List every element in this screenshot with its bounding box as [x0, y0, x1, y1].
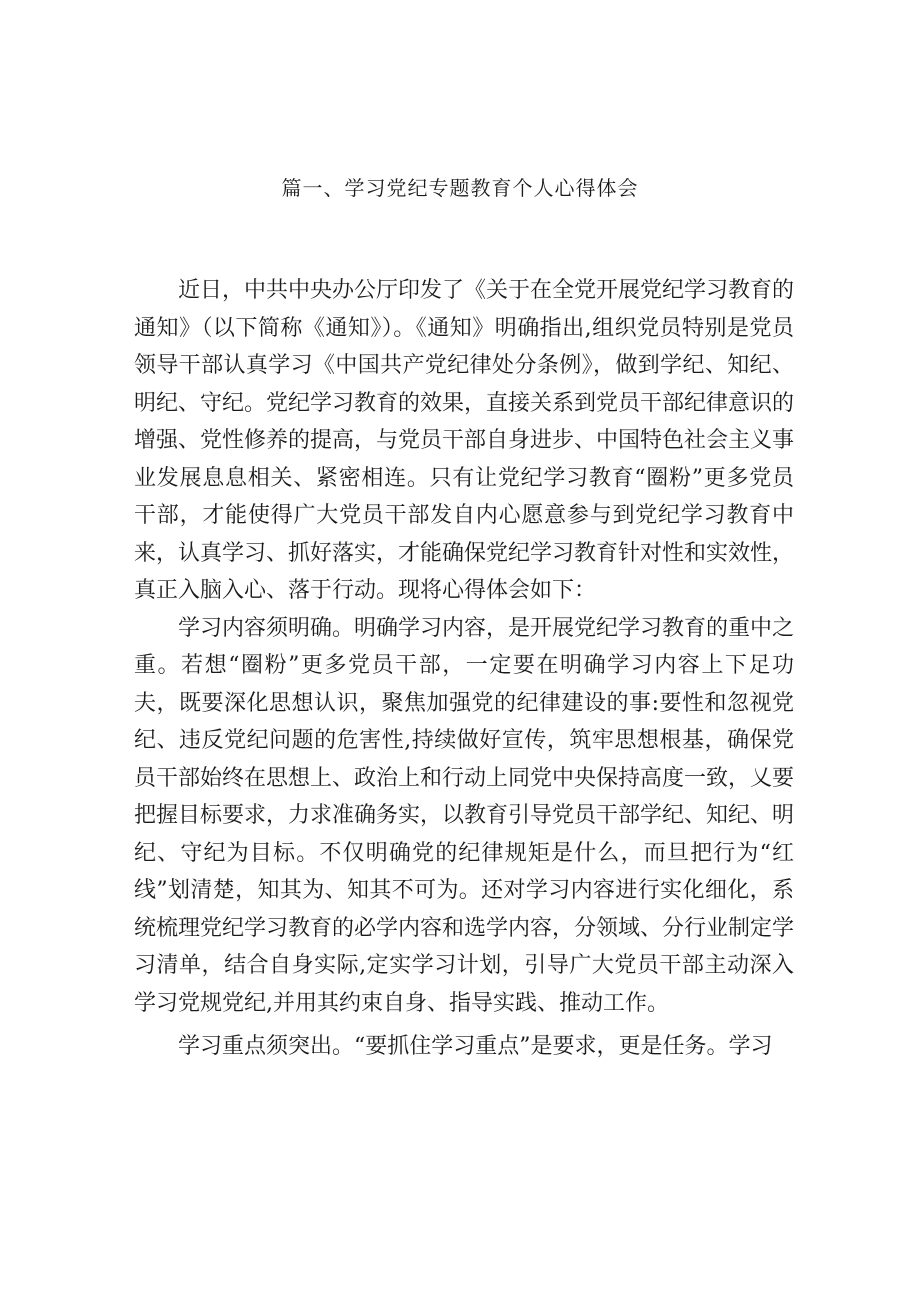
- body-paragraph-3: 学习重点须突出。“要抓住学习重点”是要求，更是任务。学习: [178, 1034, 773, 1059]
- body-paragraph-1: 近日，中共中央办公厅印发了《关于在全党开展党纪学习教育的通知》（以下简称《通知》）。《通知》明确指出,组织党员特别是党员领导干部认真学习《中国共产党纪律处分条例》，做到学纪、知纪、明纪、守纪。党纪学习教育的效果，直接关系到党员干部纪律意识的增强、党性修养的提高，与党员干部自身进步、中国特色社会主义事业发展息息相关、紧密相连。只有让党纪学习教育“圈粉”更多党员干部，才能使得广大党员干部发自内心愿意参与到党纪学习教育中来，认真学习、抓好落实，才能确保党纪学习教育针对性和实效性，真正入脑入心、落于行动。现将心得体会如下：: [134, 278, 795, 603]
- document-body: [134, 272, 794, 1066]
- body-paragraph-2: 学习内容须明确。明确学习内容，是开展党纪学习教育的重中之重。若想“圈粉”更多党员干部，一定要在明确学习内容上下足功夫，既要深化思想认识，聚焦加强党的纪律建设的事:要性和忽视党纪、违反党纪问题的危害性,持续做好宣传，筑牢思想根基，确保党员干部始终在思想上、政治上和行动上同党中央保持高度一致，乂要把握目标要求，力求准确务实，以教育引导党员干部学纪、知纪、明纪、守纪为目标。不仅明确党的纪律规矩是什么，而旦把行为“红线”划清楚，知其为、知其不可为。还对学习内容进行实化细化，系统梳理党纪学习教育的必学内容和选学内容，分领域、分行业制定学习清单，结合自身实际,定实学习计划，引导广大党员干部主动深入学习党规党纪,并用其约束自身、指导实践、推动工作。: [134, 615, 795, 1016]
- document-title: 篇一、学习党纪专题教育个人心得体会: [281, 176, 639, 200]
